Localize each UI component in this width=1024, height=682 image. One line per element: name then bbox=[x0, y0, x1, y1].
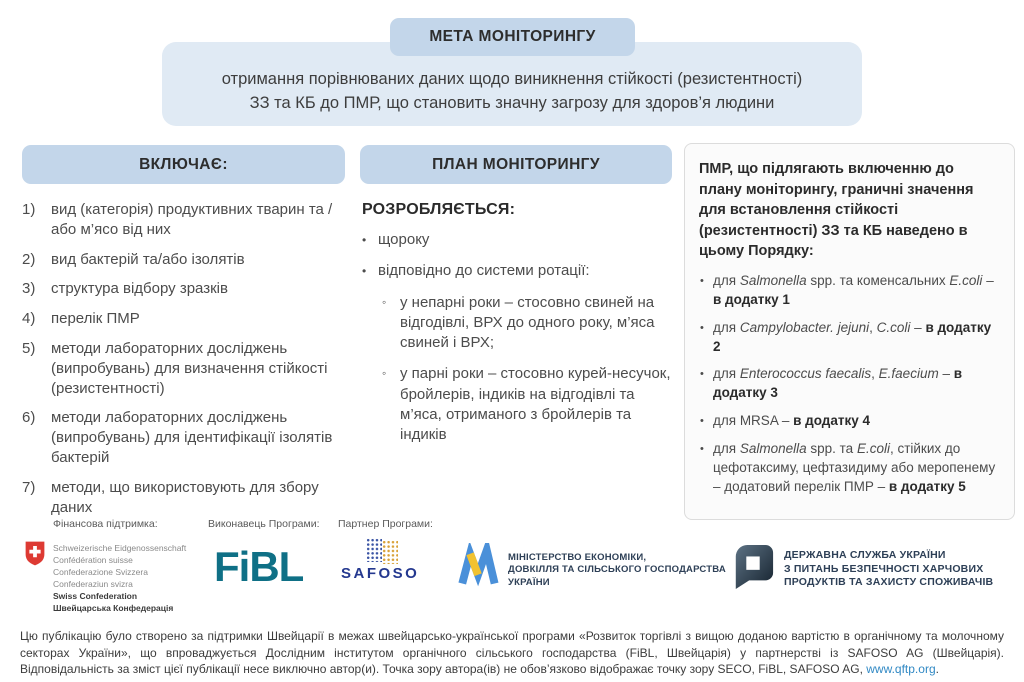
pmr-bullet: • для Enterococcus faecalis, E.faecium – в додатку 3 bbox=[699, 365, 1000, 403]
pmr-box bbox=[684, 143, 1015, 520]
financial-support-label: Фінансова підтримка: bbox=[53, 518, 158, 530]
plan-bullet: • відповідно до системи ротації: ◦ у непарні роки – стосовно свиней на відгодівлі, ВРХ до одного року, м’яса свиней і ВРХ; ◦ у парні роки – стосовно курей-несучок, бройлерів, індиків на відгодівлі та м’яса, отриманого з бройлерів та індиків bbox=[360, 261, 672, 445]
state-service-name: ДЕРЖАВНА СЛУЖБА УКРАЇНИ З ПИТАНЬ БЕЗПЕЧНОСТІ ХАРЧОВИХ ПРОДУКТІВ ТА ЗАХИСТУ СПОЖИВАЧІВ bbox=[784, 549, 994, 589]
pmr-intro: ПМР, що підлягають включенню до плану моніторингу, граничні значення для встановлення стійкості (резистентності) ЗЗ та КБ наведено в цьому Порядку: bbox=[699, 161, 974, 260]
includes-item: 6) методи лабораторних досліджень (випробувань) для ідентифікації ізолятів бактерій bbox=[22, 409, 333, 466]
swiss-coat-of-arms-icon bbox=[25, 541, 45, 571]
plan-sub-bullet: ◦ у парні роки – стосовно курей-несучок, бройлерів, індиків на відгодівлі та м’яса, отриманого з бройлерів та індиків bbox=[378, 364, 672, 445]
ministry-of-economy-name: МІНІСТЕРСТВО ЕКОНОМІКИ, ДОВКІЛЛЯ ТА СІЛЬСЬКОГО ГОСПОДАРСТВА УКРАЇНИ bbox=[508, 552, 726, 588]
footer-paragraph bbox=[20, 628, 1004, 678]
pmr-bullet: • для Salmonella spp. та E.coli, стійких до цефотаксиму, цефтазидиму або меропенему – додатовий перелік ПМР – в додатку 5 bbox=[699, 440, 1000, 497]
goal-text-line1: отримання порівнюваних даних щодо виникнення стійкості (резистентності) bbox=[221, 70, 803, 88]
plan-sublist bbox=[378, 293, 672, 446]
plan-list bbox=[360, 230, 672, 445]
plan-sub-bullet: ◦ у непарні роки – стосовно свиней на відгодівлі, ВРХ до одного року, м’яса свиней і ВРХ; bbox=[378, 293, 672, 354]
goal-text-line2: ЗЗ та КБ до ПМР, що становить значну загрозу для здоров’я людини bbox=[249, 94, 775, 112]
includes-item: 1) вид (категорія) продуктивних тварин та / або м’ясо від них bbox=[22, 201, 333, 238]
includes-list bbox=[22, 200, 345, 517]
pmr-bullet: • для Salmonella spp. та коменсальних E.coli – в додатку 1 bbox=[699, 272, 1000, 310]
ministry-of-economy-icon bbox=[457, 543, 499, 594]
program-partner-label: Партнер Програми: bbox=[338, 518, 433, 530]
includes-item: 5) методи лабораторних досліджень (випробувань) для визначення стійкості (резистентності) bbox=[22, 339, 328, 397]
swiss-confederation-names: Schweizerische Eidgenossenschaft Confédération suisse Confederazione Svizzera Confederaziun svizra bbox=[53, 543, 187, 589]
plan-subheader: РОЗРОБЛЯЄТЬСЯ: bbox=[362, 201, 516, 218]
includes-column bbox=[22, 145, 345, 527]
plan-header: ПЛАН МОНІТОРИНГУ bbox=[360, 145, 672, 184]
includes-item: 4) перелік ПМР bbox=[22, 310, 140, 328]
state-service-icon bbox=[731, 543, 775, 595]
plan-bullet: • щороку bbox=[360, 230, 672, 250]
includes-item: 3) структура відбору зразків bbox=[22, 280, 228, 298]
footer-link[interactable]: www.qftp.org bbox=[866, 662, 936, 677]
program-executor-label: Виконавець Програми: bbox=[208, 518, 320, 530]
includes-item: 2) вид бактерій та/або ізолятів bbox=[22, 250, 245, 268]
includes-item: 7) методи, що використовують для збору даних bbox=[22, 478, 319, 516]
footer-text: Цю публікацію було створено за підтримки Швейцарії в межах швейцарсько-української програми «Розвиток торгівлі з вищою доданою вартістю в органічному та молочному секторах України», що впроваджується Дослідним інститутом органічного сільського господарства (FiBL, Швейцарія) у партнерстві із SAFOSO AG (Швейцарія). Відповідальність за зміст цієї публікації несе виключно автор(и). Точка зору автора(ів) не обов’язково відображає точку зору SECO, FiBL, SAFOSO AG, bbox=[20, 629, 1004, 677]
goal-title-badge: МЕТА МОНІТОРИНГУ bbox=[390, 18, 635, 56]
pmr-bullet: • для MRSA – в додатку 4 bbox=[699, 412, 1000, 431]
footer-text-end: . bbox=[935, 662, 939, 677]
includes-header: ВКЛЮЧАЄ: bbox=[22, 145, 345, 184]
pmr-bullet: • для Campylobacter. jejuni, C.coli – в додатку 2 bbox=[699, 319, 1000, 357]
safoso-logo: SAFOSO bbox=[341, 565, 420, 582]
swiss-confederation-bold-names: Swiss Confederation Швейцарська Конфедерація bbox=[53, 591, 174, 614]
fibl-logo: FiBL bbox=[214, 543, 304, 590]
safoso-dots-icon bbox=[366, 538, 398, 564]
pmr-list bbox=[699, 272, 1000, 497]
plan-column bbox=[360, 145, 672, 456]
